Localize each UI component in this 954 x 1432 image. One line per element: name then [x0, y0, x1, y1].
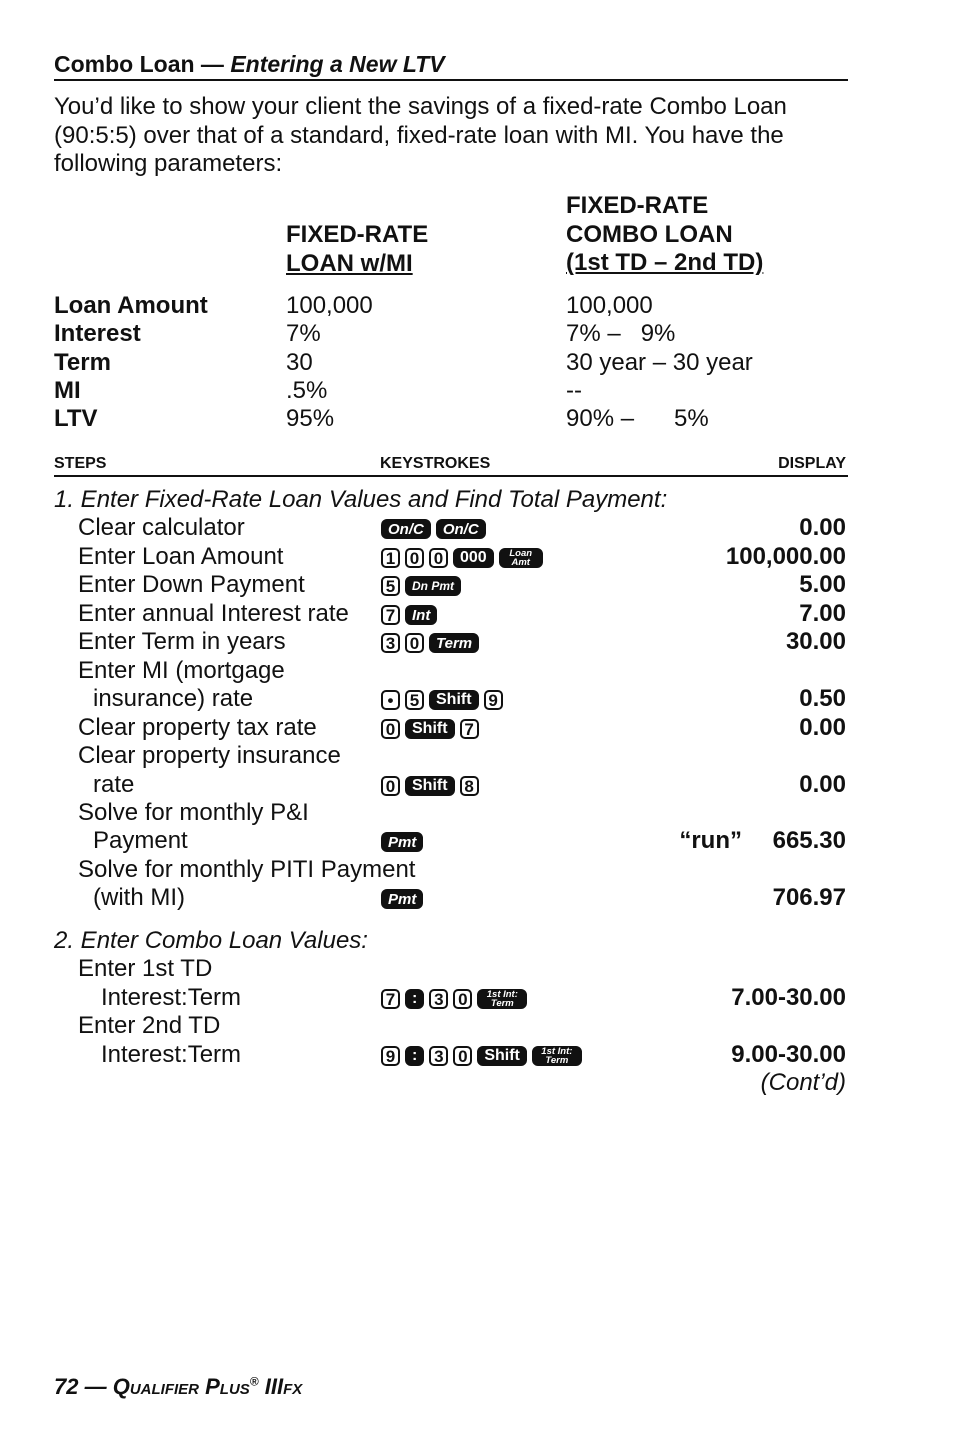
step-row [54, 657, 848, 686]
keystrokes-heading: KEYSTROKES [380, 455, 491, 472]
step-row [54, 984, 848, 1013]
step-description-continued: Interest:Term [101, 984, 242, 1011]
step-row [54, 514, 848, 543]
registered-mark: ® [249, 1374, 259, 1389]
step-row [54, 884, 848, 913]
keystrokes [381, 631, 479, 655]
keystrokes [381, 546, 543, 570]
colon-key: : [405, 989, 424, 1009]
digit-7-key: 7 [381, 989, 400, 1009]
param-fixed-value: 95% [286, 405, 335, 432]
digit-5-key: 5 [405, 690, 424, 710]
digit-8-key: 8 [460, 776, 479, 796]
step-row [54, 1012, 848, 1041]
step-row [54, 827, 848, 856]
pmt-key: Pmt [381, 832, 423, 852]
keystrokes [381, 688, 503, 712]
step-row [54, 799, 848, 828]
int-key: Int [405, 605, 437, 625]
step-description: Enter Term in years [78, 628, 286, 655]
first-int-term-key: 1st Int: Term [477, 989, 527, 1009]
page-number: 72 — [54, 1374, 107, 1399]
step-description: Enter annual Interest rate [78, 600, 349, 627]
digit-0-key: 0 [453, 1046, 472, 1066]
colon-key: : [405, 1046, 424, 1066]
display-value: 30.00 [785, 628, 846, 655]
param-combo-value: 90% – 5% [566, 405, 709, 432]
shift-key: Shift [405, 719, 455, 739]
step-row [54, 628, 848, 657]
display-value: 0.00 [799, 771, 846, 798]
digit-7-key: 7 [381, 605, 400, 625]
step-row [54, 600, 848, 629]
param-label: Term [54, 349, 111, 376]
display-value: 9.00-30.00 [731, 1041, 846, 1068]
step-description-continued: Payment [93, 827, 188, 854]
shift-key: Shift [429, 690, 479, 710]
step-row [54, 543, 848, 572]
display-value: 7.00 [799, 600, 846, 627]
digit-0-key: 0 [405, 633, 424, 653]
title-subtitle: Entering a New LTV [230, 51, 445, 77]
combo-heading-line3: (1st TD – 2nd TD) [566, 249, 764, 276]
param-fixed-value: .5% [286, 377, 328, 404]
keystrokes [381, 830, 423, 854]
steps-heading: STEPS [54, 455, 107, 472]
digit-9-key: 9 [484, 690, 503, 710]
keystrokes [381, 574, 461, 598]
digit-7-key: 7 [460, 719, 479, 739]
decimal-point-key: • [381, 690, 400, 710]
step-description: Enter MI (mortgage [78, 657, 285, 684]
display-value: 665.30 [772, 827, 846, 854]
step-description: Clear property tax rate [78, 714, 317, 741]
step-description: Clear calculator [78, 514, 245, 541]
combo-heading-line1: FIXED-RATE [566, 192, 709, 219]
param-combo-value: 7% – 9% [566, 320, 676, 347]
param-label: Interest [54, 320, 141, 347]
digit-9-key: 9 [381, 1046, 400, 1066]
shift-key: Shift [405, 776, 455, 796]
digit-0-key: 0 [405, 548, 424, 568]
param-label: Loan Amount [54, 292, 208, 319]
intro-paragraph: You’d like to show your client the savings of a fixed-rate Combo Loan (90:5:5) over that of a standard, fixed-rate loan with MI. You have the following parameters: [54, 93, 787, 178]
digit-1-key: 1 [381, 548, 400, 568]
step-row [54, 685, 848, 714]
combo-column-heading [566, 192, 763, 278]
thousand-key: 000 [453, 548, 494, 568]
param-label: MI [54, 377, 81, 404]
step-row [54, 714, 848, 743]
section-1-heading: 1. Enter Fixed-Rate Loan Values and Find Total Payment: [54, 486, 668, 513]
digit-0-key: 0 [381, 719, 400, 739]
step-description-continued: (with MI) [93, 884, 185, 911]
step-description: Enter 2nd TD [78, 1012, 221, 1039]
term-key: Term [429, 633, 479, 653]
step-row [54, 856, 848, 885]
dn-pmt-key: Dn Pmt [405, 576, 461, 596]
param-combo-value: -- [566, 377, 582, 404]
display-value: 0.00 [799, 714, 846, 741]
product-model: IIIfx [264, 1374, 303, 1399]
keystrokes [381, 774, 479, 798]
param-fixed-value: 100,000 [286, 292, 373, 319]
step-description: Enter 1st TD [78, 955, 213, 982]
step-description: Solve for monthly P&I [78, 799, 309, 826]
digit-5-key: 5 [381, 576, 400, 596]
display-value: 5.00 [799, 571, 846, 598]
digit-3-key: 3 [429, 1046, 448, 1066]
display-value: 0.50 [799, 685, 846, 712]
keystrokes [381, 717, 479, 741]
display-value: 706.97 [772, 884, 846, 911]
keystrokes [381, 887, 423, 911]
combo-heading-line2: COMBO LOAN [566, 220, 733, 248]
shift-key: Shift [477, 1046, 527, 1066]
page-footer [54, 1374, 302, 1400]
pmt-key: Pmt [381, 889, 423, 909]
step-description: Clear property insurance [78, 742, 341, 769]
digit-3-key: 3 [381, 633, 400, 653]
steps-table-header [54, 453, 848, 477]
step-row [54, 955, 848, 984]
param-combo-value: 30 year – 30 year [566, 349, 753, 376]
fixed-heading-line1: FIXED-RATE [286, 221, 429, 248]
digit-0-key: 0 [453, 989, 472, 1009]
step-row [54, 1041, 848, 1070]
param-combo-value: 100,000 [566, 292, 653, 319]
step-description-continued: insurance) rate [93, 685, 254, 712]
keystrokes [381, 987, 527, 1011]
step-description: Enter Down Payment [78, 571, 305, 598]
step-row [54, 742, 848, 771]
fixed-rate-column-heading [286, 221, 428, 278]
param-fixed-value: 7% [286, 320, 321, 347]
step-description-continued: Interest:Term [101, 1041, 242, 1068]
display-heading: DISPLAY [778, 455, 846, 472]
keystrokes [381, 1044, 582, 1068]
page-title [54, 49, 848, 81]
section-2-heading: 2. Enter Combo Loan Values: [54, 927, 368, 954]
step-description-continued: rate [93, 771, 135, 798]
fixed-heading-line2: LOAN w/MI [286, 249, 413, 277]
step-row [54, 771, 848, 800]
step-description: Enter Loan Amount [78, 543, 284, 570]
run-indicator: “run” [679, 827, 742, 854]
continued-note: (Cont’d) [760, 1069, 846, 1096]
param-label: LTV [54, 405, 98, 432]
step-description: Solve for monthly PITI Payment [78, 856, 416, 883]
display-value: 100,000.00 [725, 543, 846, 570]
display-value: 7.00-30.00 [731, 984, 846, 1011]
keystrokes [381, 517, 486, 541]
display-value: 0.00 [799, 514, 846, 541]
on-c-key: On/C [436, 519, 486, 539]
digit-0-key: 0 [381, 776, 400, 796]
digit-0-key: 0 [429, 548, 448, 568]
product-name: Qualifier Plus [112, 1374, 250, 1399]
digit-3-key: 3 [429, 989, 448, 1009]
keystrokes [381, 603, 437, 627]
first-int-term-key: 1st Int: Term [532, 1046, 582, 1066]
title-main: Combo Loan — [54, 51, 224, 77]
step-row [54, 571, 848, 600]
param-fixed-value: 30 [286, 349, 313, 376]
loan-amt-key: Loan Amt [499, 548, 543, 568]
on-c-key: On/C [381, 519, 431, 539]
